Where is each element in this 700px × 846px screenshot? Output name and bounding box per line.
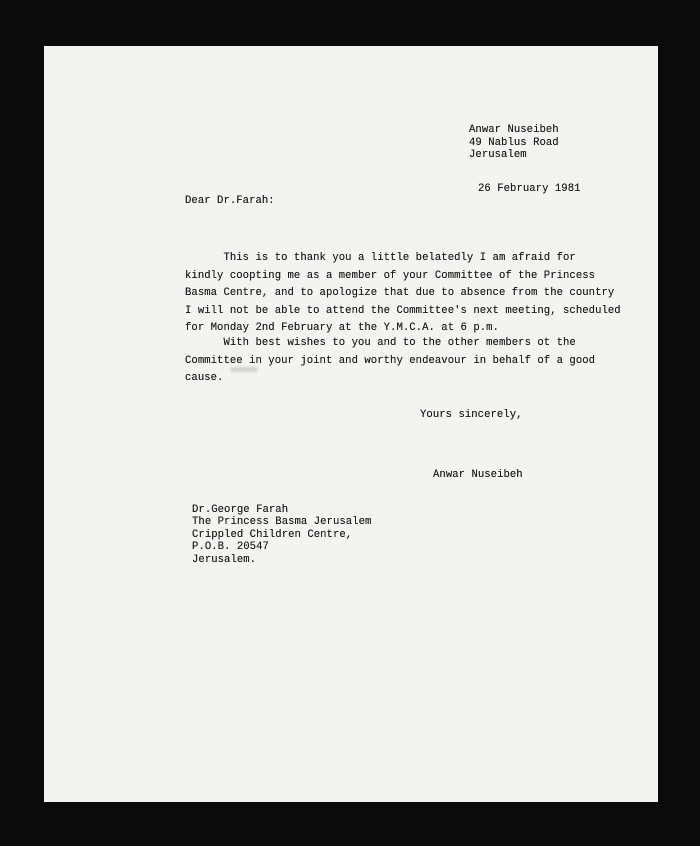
ink-smudge [230, 367, 258, 372]
letter-date: 26 February 1981 [478, 183, 581, 195]
recipient-line: P.O.B. 20547 [192, 541, 269, 554]
body-paragraph-1 [185, 250, 621, 338]
sender-address [469, 124, 559, 162]
body-paragraph-2 [185, 335, 595, 388]
sender-name: Anwar Nuseibeh [469, 124, 559, 136]
body-line: Committee in your joint and worthy endeavour in behalf of a good [185, 354, 596, 367]
body-line: This is to thank you a little belatedly I am afraid for [185, 252, 576, 264]
body-line: for Monday 2nd February at the Y.M.C.A. at 6 p.m. [185, 322, 499, 334]
recipient-line: The Princess Basma Jerusalem [192, 516, 372, 529]
recipient-line: Jerusalem. [192, 553, 257, 566]
letter-page [44, 46, 658, 802]
body-line: With best wishes to you and to the other members ot the [185, 337, 576, 349]
closing: Yours sincerely, [420, 409, 523, 421]
sender-street: 49 Nablus Road [469, 136, 559, 149]
body-line: Basma Centre, and to apologize that due to absence from the country [185, 287, 615, 299]
body-line: I will not be able to attend the Committee's next meeting, scheduled [185, 304, 621, 317]
sender-city: Jerusalem [469, 149, 527, 161]
salutation: Dear Dr.Farah: [185, 195, 275, 207]
recipient-address [192, 504, 371, 566]
signature-name: Anwar Nuseibeh [433, 469, 523, 481]
recipient-line: Dr.George Farah [192, 504, 289, 516]
recipient-line: Crippled Children Centre, [192, 528, 353, 541]
body-line: cause. [185, 372, 224, 384]
body-line: kindly coopting me as a member of your Committee of the Princess [185, 269, 596, 282]
